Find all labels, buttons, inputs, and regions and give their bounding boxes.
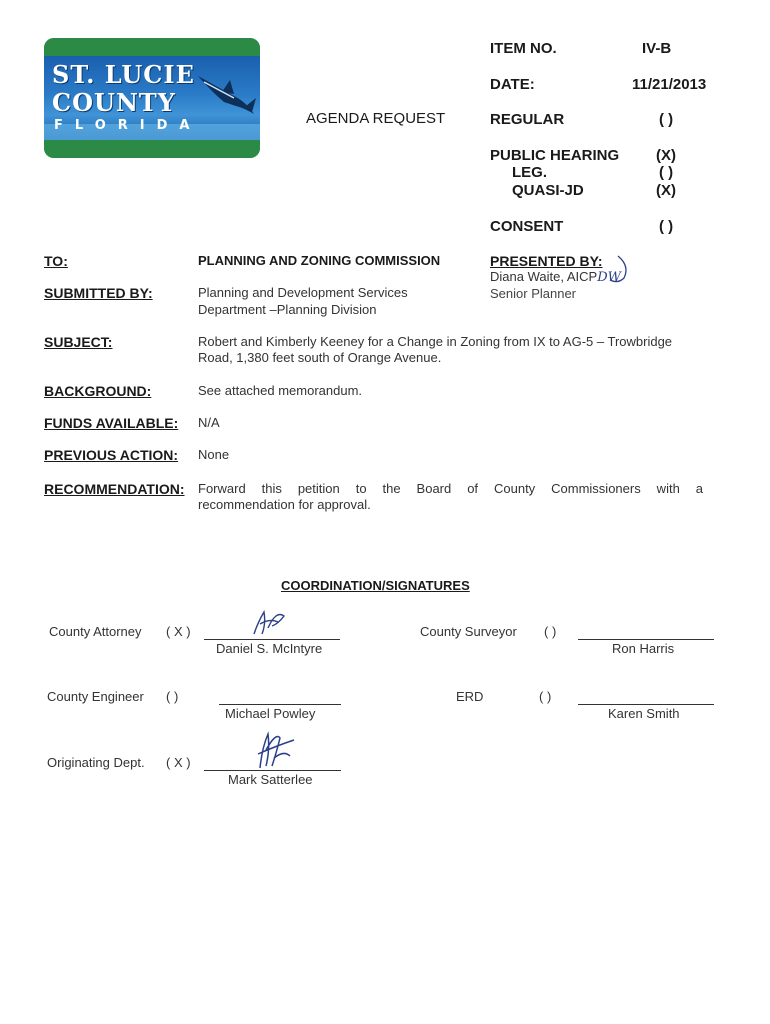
initials-loop-icon: [596, 252, 632, 286]
county-attorney-name: Daniel S. McIntyre: [216, 641, 323, 656]
county-attorney-mark: ( X ): [166, 624, 191, 639]
subject-line-2: Road, 1,380 feet south of Orange Avenue.: [198, 350, 442, 365]
previous-action-value: None: [198, 447, 230, 462]
background-label: BACKGROUND:: [44, 383, 152, 399]
county-surveyor-role: County Surveyor: [420, 624, 517, 639]
originating-dept-role: Originating Dept.: [47, 755, 145, 770]
date-value: 11/21/2013: [632, 76, 707, 93]
county-surveyor-signature-line: [578, 639, 714, 640]
erd-role: ERD: [456, 689, 484, 704]
agenda-request-title: AGENDA REQUEST: [306, 110, 446, 127]
public-hearing-checkbox: (X): [656, 147, 676, 164]
recommendation-line-1: Forward this petition to the Board of County Commissioners with a: [198, 481, 703, 496]
submitted-by-label: SUBMITTED BY:: [44, 285, 153, 301]
previous-action-label: PREVIOUS ACTION:: [44, 447, 179, 463]
recommendation-label: RECOMMENDATION:: [44, 481, 185, 497]
logo-bottom-band: [44, 140, 260, 158]
logo-line-3: FLORIDA: [54, 118, 202, 133]
to-value: PLANNING AND ZONING COMMISSION: [198, 253, 441, 268]
consent-label: CONSENT: [490, 218, 564, 235]
originating-dept-name: Mark Satterlee: [228, 772, 313, 787]
presenter-initials: DW: [597, 270, 621, 285]
regular-checkbox: ( ): [659, 111, 674, 128]
logo-top-band: [44, 38, 260, 56]
leg-checkbox: ( ): [659, 164, 674, 181]
county-surveyor-name: Ron Harris: [612, 641, 675, 656]
quasi-jd-checkbox: (X): [656, 182, 676, 199]
erd-name: Karen Smith: [608, 706, 680, 721]
regular-label: REGULAR: [490, 111, 565, 128]
logo-line-1: ST. LUCIE: [52, 60, 195, 89]
submitted-by-line-1: Planning and Development Services: [198, 285, 408, 300]
county-logo: [44, 38, 260, 158]
coordination-heading: COORDINATION/SIGNATURES: [281, 578, 470, 593]
item-no-label: ITEM NO.: [490, 40, 557, 57]
presenter-title: Senior Planner: [490, 286, 576, 301]
consent-checkbox: ( ): [659, 218, 674, 235]
county-engineer-signature-line: [219, 704, 341, 705]
county-attorney-signature-line: [204, 639, 340, 640]
county-attorney-role: County Attorney: [49, 624, 142, 639]
presenter-name-text: Diana Waite, AICP: [490, 269, 598, 284]
county-engineer-role: County Engineer: [47, 689, 144, 704]
public-hearing-label: PUBLIC HEARING: [490, 147, 620, 164]
item-no-value: IV-B: [642, 40, 672, 57]
county-engineer-mark: ( ): [166, 689, 179, 704]
funds-available-value: N/A: [198, 415, 220, 430]
erd-mark: ( ): [539, 689, 552, 704]
county-surveyor-mark: ( ): [544, 624, 557, 639]
county-attorney-signature: [248, 604, 292, 640]
erd-signature-line: [578, 704, 714, 705]
originating-dept-signature-line: [204, 770, 341, 771]
funds-available-label: FUNDS AVAILABLE:: [44, 415, 179, 431]
originating-dept-mark: ( X ): [166, 755, 191, 770]
date-label: DATE:: [490, 76, 535, 93]
leg-label: LEG.: [512, 164, 548, 181]
subject-line-1: Robert and Kimberly Keeney for a Change in Zoning from IX to AG-5 – Trowbridge: [198, 334, 673, 349]
quasi-jd-label: QUASI-JD: [512, 182, 584, 199]
submitted-by-line-2: Department –Planning Division: [198, 302, 377, 317]
subject-label: SUBJECT:: [44, 334, 113, 350]
marlin-icon: [194, 62, 258, 122]
presented-by-label: PRESENTED BY:: [490, 253, 603, 269]
to-label: TO:: [44, 253, 68, 269]
logo-line-2: COUNTY: [52, 88, 176, 117]
background-value: See attached memorandum.: [198, 383, 363, 398]
recommendation-line-2: recommendation for approval.: [198, 497, 371, 512]
county-engineer-name: Michael Powley: [225, 706, 316, 721]
originating-dept-signature: [250, 728, 300, 772]
